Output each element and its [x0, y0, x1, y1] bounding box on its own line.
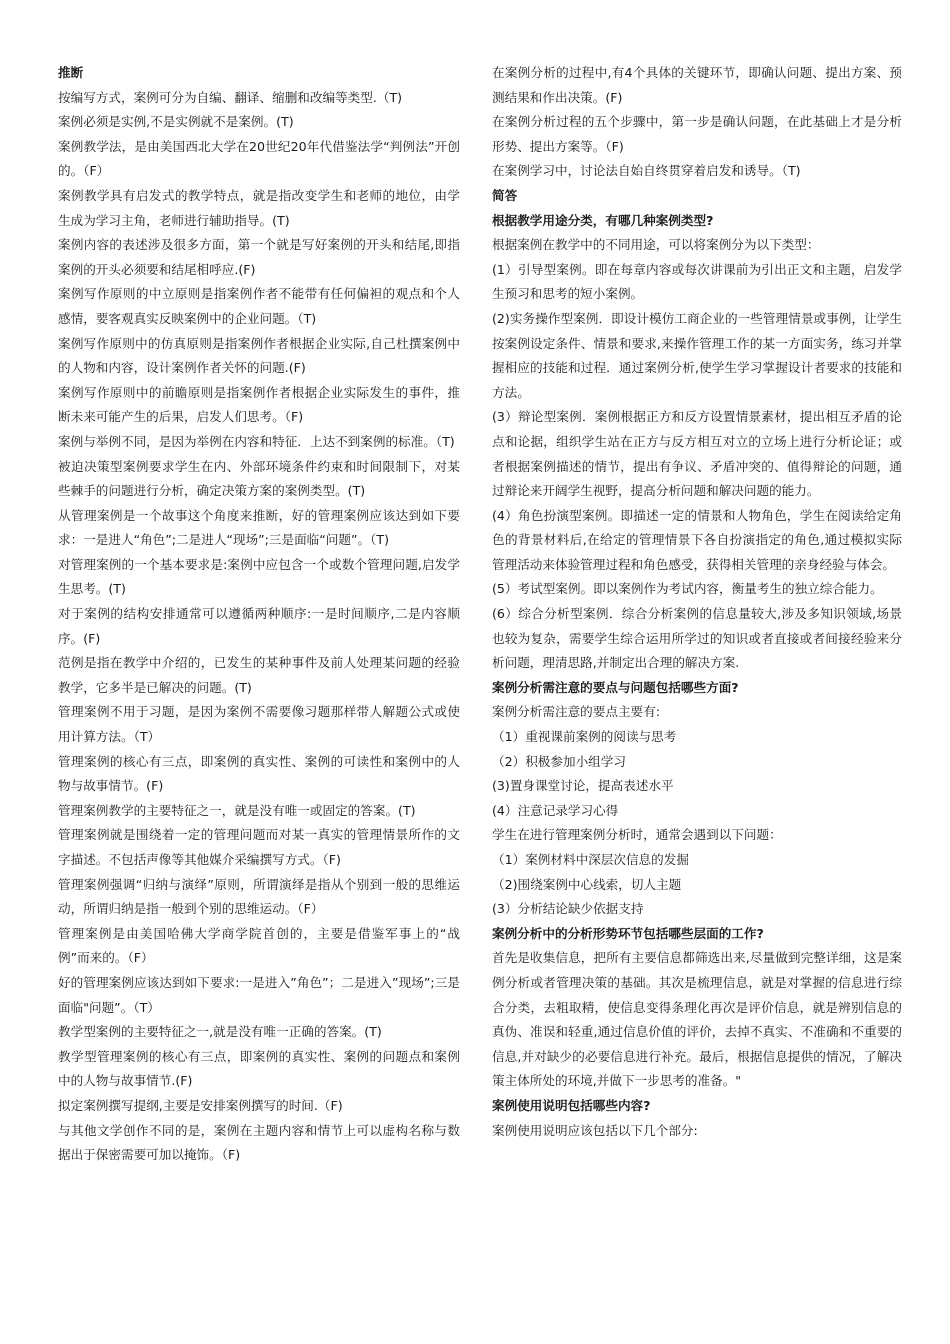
section-heading: 案例分析需注意的要点与问题包括哪些方面?	[492, 679, 739, 695]
paragraph: 与其他文学创作不同的是，案例在主题内容和情节上可以虚构名称与数据出于保密需要可加以掩饰。（F)	[58, 1122, 460, 1163]
paragraph: (3）分析结论缺少依据支持	[492, 901, 644, 917]
paragraph: (3)置身课堂讨论，提高表述水平	[492, 778, 674, 794]
paragraph: 从管理案例是一个故事这个角度来推断，好的管理案例应该达到如下要求：一是进人“角色”;二是进人“现场”;三是面临“问题”。（T)	[58, 507, 460, 548]
paragraph: 被迫决策型案例要求学生在内、外部环境条件约束和时间限制下，对某些棘手的问题进行分析，确定决策方案的案例类型。(T)	[58, 458, 460, 499]
section-heading: 简答	[492, 187, 518, 203]
paragraph: 好的管理案例应该达到如下要求:一是进入”角色”；二是进入”现场”;三是面临"问题”。（T）	[58, 974, 460, 1015]
paragraph: 案例写作原则的中立原则是指案例作者不能带有任何偏袒的观点和个人感情，要客观真实反映案例中的企业问题。（T)	[58, 286, 460, 326]
paragraph: (4）注意记录学习心得	[492, 802, 619, 818]
section-heading: 案例使用说明包括哪些内容?	[492, 1097, 651, 1113]
paragraph: （2）积极参加小组学习	[492, 753, 626, 769]
paragraph: 对管理案例的一个基本要求是:案例中应包含一个或数个管理问题,启发学生思考。(T)	[58, 556, 460, 597]
paragraph: 案例使用说明应该包括以下几个部分:	[492, 1122, 698, 1138]
paragraph: （1）重视课前案例的阅读与思考	[492, 729, 677, 745]
paragraph: （2)围绕案例中心线索，切人主题	[492, 876, 682, 892]
paragraph: (4）角色扮演型案例。即描述一定的情景和人物角色，学生在阅读给定角色的背景材料后,在给定的管理情景下各自扮演指定的角色,通过模拟实际管理活动来体验管理过程和角色感受，获得相关管理的亲身经验与体会。	[492, 507, 902, 572]
paragraph: 管理案例的核心有三点，即案例的真实性、案例的可读性和案例中的人物与故事情节。(F)	[58, 753, 460, 794]
paragraph: 教学型管理案例的核心有三点，即案例的真实性、案例的问题点和案例中的人物与故事情节.(F)	[58, 1048, 460, 1089]
paragraph: 案例写作原则中的前瞻原则是指案例作者根据企业实际发生的事件，推断未来可能产生的后果，启发人们思考。（F)	[58, 384, 460, 425]
section-heading: 根据教学用途分类，有哪几种案例类型?	[492, 212, 714, 228]
paragraph: 按编写方式，案例可分为自编、翻译、缩删和改编等类型.（T)	[58, 89, 403, 105]
paragraph: 对于案例的结构安排通常可以遵循两种顺序:一是时间顺序,二是内容顺序。(F)	[58, 606, 460, 646]
paragraph: 在案例分析过程的五个步骤中，第一步是确认问题，在此基础上才是分析形势、提出方案等。（F)	[492, 114, 902, 154]
paragraph: 管理案例就是围绕着一定的管理问题而对某一真实的管理情景所作的文字描述。不包括声像等其他媒介采编撰写方式。（F)	[58, 827, 460, 867]
paragraph: 首先是收集信息，把所有主要信息都筛选出来,尽量做到完整详细，这是案例分析或者管理决策的基础。其次是梳理信息，就是对掌握的信息进行综合分类，去粗取精，使信息变得条理化再次是评价信息，就是辨别信息的真伪、准误和轻重,通过信息价值的评价，去掉不真实、不准确和不重要的信息,并对缺少的必要信息进行补充。最后，根据信息提供的情况，了解决策主体所处的环境,并做下一步思考的准备。"	[492, 950, 902, 1089]
paragraph: 范例是指在教学中介绍的，已发生的某种事件及前人处理某问题的经验教学，它多半是已解决的问题。(T)	[58, 655, 460, 695]
paragraph: 管理案例教学的主要特征之一，就是没有唯一或固定的答案。(T)	[58, 802, 416, 818]
paragraph: 在案例分析的过程中,有4个具体的关键环节，即确认问题、提出方案、预测结果和作出决策。(F)	[492, 65, 902, 105]
paragraph: 管理案例是由美国哈佛大学商学院首创的，主要是借鉴军事上的“战例”而来的。（F）	[58, 925, 460, 966]
paragraph: (2)实务操作型案例．即设计模仿工商企业的一些管理情景或事例，让学生按案例设定条件、情景和要求,来操作管理工作的某一方面实务，练习并掌握相应的技能和过程．通过案例分析,使学生学习掌握设计者要求的技能和方法。	[492, 310, 902, 400]
paragraph: 案例必须是实例,不是实例就不是案例。(T)	[58, 114, 294, 130]
paragraph: 管理案例不用于习题，是因为案例不需要像习题那样带人解题公式或使用计算方法。（T）	[58, 704, 460, 745]
paragraph: 案例写作原则中的仿真原则是指案例作者根据企业实际,自己杜撰案例中的人物和内容，设计案例作者关怀的问题.(F)	[58, 335, 460, 376]
paragraph: (1）引导型案例。即在每章内容或每次讲课前为引出正文和主题，启发学生预习和思考的短小案例。	[492, 261, 902, 302]
paragraph: 案例内容的表述涉及很多方面，第一个就是写好案例的开头和结尾,即指案例的开头必须要和结尾相呼应.(F)	[58, 237, 460, 277]
paragraph: 案例教学具有启发式的教学特点，就是指改变学生和老师的地位，由学生成为学习主角，老师进行辅助指导。(T)	[58, 187, 460, 228]
paragraph: （1）案例材料中深层次信息的发掘	[492, 852, 689, 867]
paragraph: 在案例学习中，讨论法自始自终贯穿着启发和诱导。（T)	[492, 163, 801, 179]
paragraph: (5）考试型案例。即以案例作为考试内容，衡量考生的独立综合能力。	[492, 581, 883, 597]
paragraph: 案例分析需注意的要点主要有:	[492, 704, 660, 720]
paragraph: 案例教学法，是由美国西北大学在20世纪20年代借鉴法学“判例法”开创的。（F）	[58, 138, 460, 179]
right-column	[492, 61, 902, 1143]
paragraph: (3）辩论型案例．案例根据正方和反方设置情景素材，提出相互矛盾的论点和论据，组织学生站在正方与反方相互对立的立场上进行分析论证；或者根据案例描述的情节，提出有争议、矛盾冲突的、值得辩论的问题，通过辩论来开阔学生视野，提高分析问题和解决问题的能力。	[492, 409, 902, 499]
section-heading: 案例分析中的分析形势环节包括哪些层面的工作?	[492, 925, 764, 941]
paragraph: (6）综合分析型案例．综合分析案例的信息量较大,涉及多知识领域,场景也较为复杂，需要学生综合运用所学过的知识或者直接或者间接经验来分析问题，理清思路,并制定出合理的解决方案.	[492, 606, 902, 671]
paragraph: 学生在进行管理案例分析时，通常会遇到以下问题：	[492, 827, 782, 843]
paragraph: 管理案例强调“归纳与演绎”原则，所谓演绎是指从个别到一般的思维运动，所谓归纳是指一般到个别的思维运动。（F）	[58, 876, 460, 917]
paragraph: 拟定案例撰写提纲,主要是安排案例撰写的时间.（F)	[58, 1097, 343, 1113]
paragraph: 教学型案例的主要特征之一,就是没有唯一正确的答案。(T)	[58, 1024, 382, 1040]
section-heading: 推断	[58, 65, 84, 80]
paragraph: 根据案例在教学中的不同用途，可以将案例分为以下类型：	[492, 237, 820, 253]
left-column	[58, 61, 460, 1168]
paragraph: 案例与举例不同，是因为举例在内容和特征．上达不到案例的标准。（T)	[58, 433, 455, 449]
